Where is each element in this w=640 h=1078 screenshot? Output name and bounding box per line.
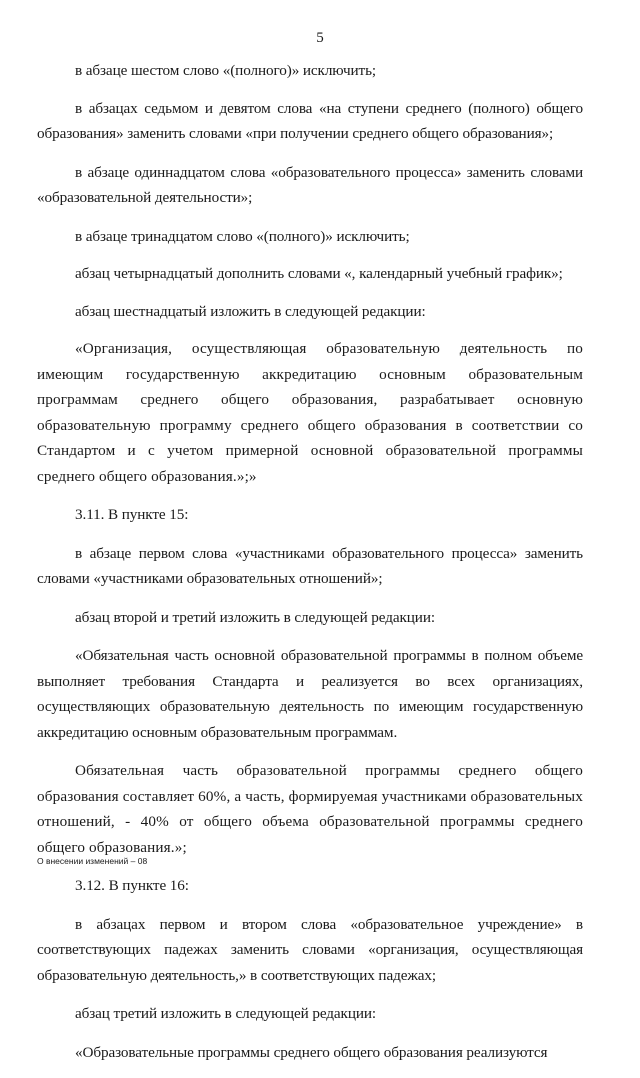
- paragraph-3: в абзаце одиннадцатом слова «образовательного процесса» заменить словами «образовательной деятельности»;: [37, 163, 583, 206]
- paragraph-9: в абзаце первом слова «участниками образовательного процесса» заменить словами «участниками образовательных отношений»;: [37, 544, 583, 587]
- paragraph-16: «Образовательные программы среднего общего образования реализуются: [75, 1043, 548, 1061]
- paragraph-8: 3.11. В пункте 15:: [75, 506, 189, 523]
- paragraph-4: в абзаце тринадцатом слово «(полного)» исключить;: [75, 227, 410, 245]
- paragraph-10: абзац второй и третий изложить в следующей редакции:: [75, 608, 435, 626]
- paragraph-6: абзац шестнадцатый изложить в следующей редакции:: [75, 302, 426, 320]
- paragraph-5: абзац четырнадцатый дополнить словами «, календарный учебный график»;: [75, 265, 563, 282]
- footer-doc-label: О внесении изменений – 08: [37, 856, 148, 866]
- paragraph-15: абзац третий изложить в следующей редакции:: [75, 1005, 377, 1022]
- paragraph-7: «Организация, осуществляющая образовательную деятельность по имеющим государственную аккредитацию основным образовательным программам среднего общего образования, разрабатывает основную образовательную программу среднего общего образования в соответствии со Стандартом и с учетом примерной основной образовательной программы среднего общего образования.»;»: [37, 340, 583, 485]
- document-body: [37, 58, 583, 1078]
- paragraph-14: в абзацах первом и втором слова «образовательное учреждение» в соответствующих падежах заменить словами «организация, осуществляющая образовательную деятельность,» в соответствующих падежах;: [37, 915, 583, 984]
- paragraph-2: в абзацах седьмом и девятом слова «на ступени среднего (полного) общего образования» заменить словами «при получении среднего общего образования»;: [37, 99, 583, 142]
- page-number: 5: [316, 30, 324, 46]
- paragraph-1: в абзаце шестом слово «(полного)» исключить;: [75, 62, 377, 79]
- paragraph-12: Обязательная часть образовательной программы среднего общего образования составляет 60%, а часть, формируемая участниками образовательных отношений, - 40% от общего объема образовательной программы среднего общего образования.»;: [37, 762, 583, 856]
- paragraph-13: 3.12. В пункте 16:: [75, 877, 189, 894]
- paragraph-11: «Обязательная часть основной образовательной программы в полном объеме выполняет требования Стандарта и реализуется во всех организациях, осуществляющих образовательную деятельность по имеющим государственную аккредитацию основным образовательным программам.: [37, 647, 583, 741]
